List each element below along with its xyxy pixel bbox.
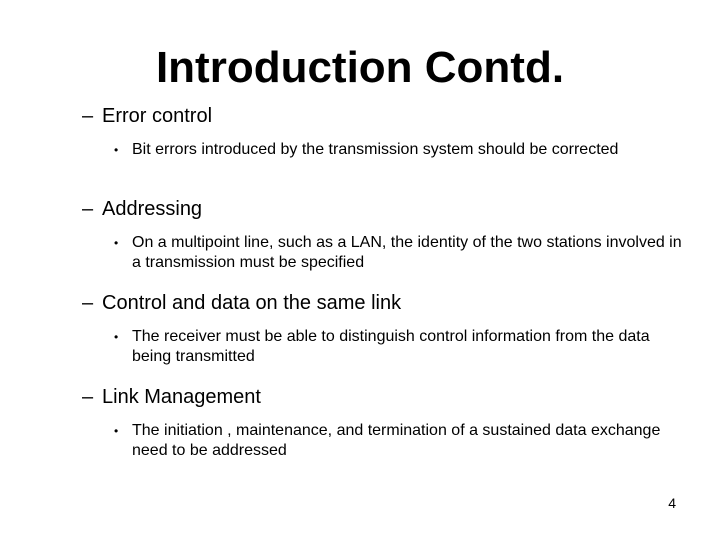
level1-item [82,385,702,409]
section-heading: Control and data on the same link [102,292,402,314]
section-heading: Error control [102,105,213,127]
level2-item [114,233,702,273]
section-addressing [82,197,702,273]
bullet-dot: • [114,424,119,438]
dash-bullet: – [82,105,94,127]
level2-item [114,140,702,160]
section-link-management [82,385,702,461]
level2-item [114,421,702,461]
section-heading: Link Management [102,386,261,408]
section-heading: Addressing [102,198,203,220]
section-error-control [82,104,702,160]
level1-item [82,197,702,221]
dash-bullet: – [82,198,94,220]
level2-item [114,327,702,367]
section-detail: Bit errors introduced by the transmission system should be corrected [132,141,619,158]
dash-bullet: – [82,386,94,408]
slide-title: Introduction Contd. [155,43,565,92]
bullet-dot: • [114,330,119,344]
bullet-dot: • [114,236,119,250]
section-control-and-data [82,291,702,367]
bullet-dot: • [114,143,119,157]
section-detail: On a multipoint line, such as a LAN, the identity of the two stations involved in a transmission must be specified [132,234,682,271]
level1-item [82,291,702,315]
section-detail: The receiver must be able to distinguish control information from the data being transmitted [132,328,650,365]
dash-bullet: – [82,292,94,314]
section-detail: The initiation , maintenance, and termination of a sustained data exchange need to be addressed [132,422,661,459]
level1-item [82,104,702,128]
page-number: 4 [668,495,676,511]
